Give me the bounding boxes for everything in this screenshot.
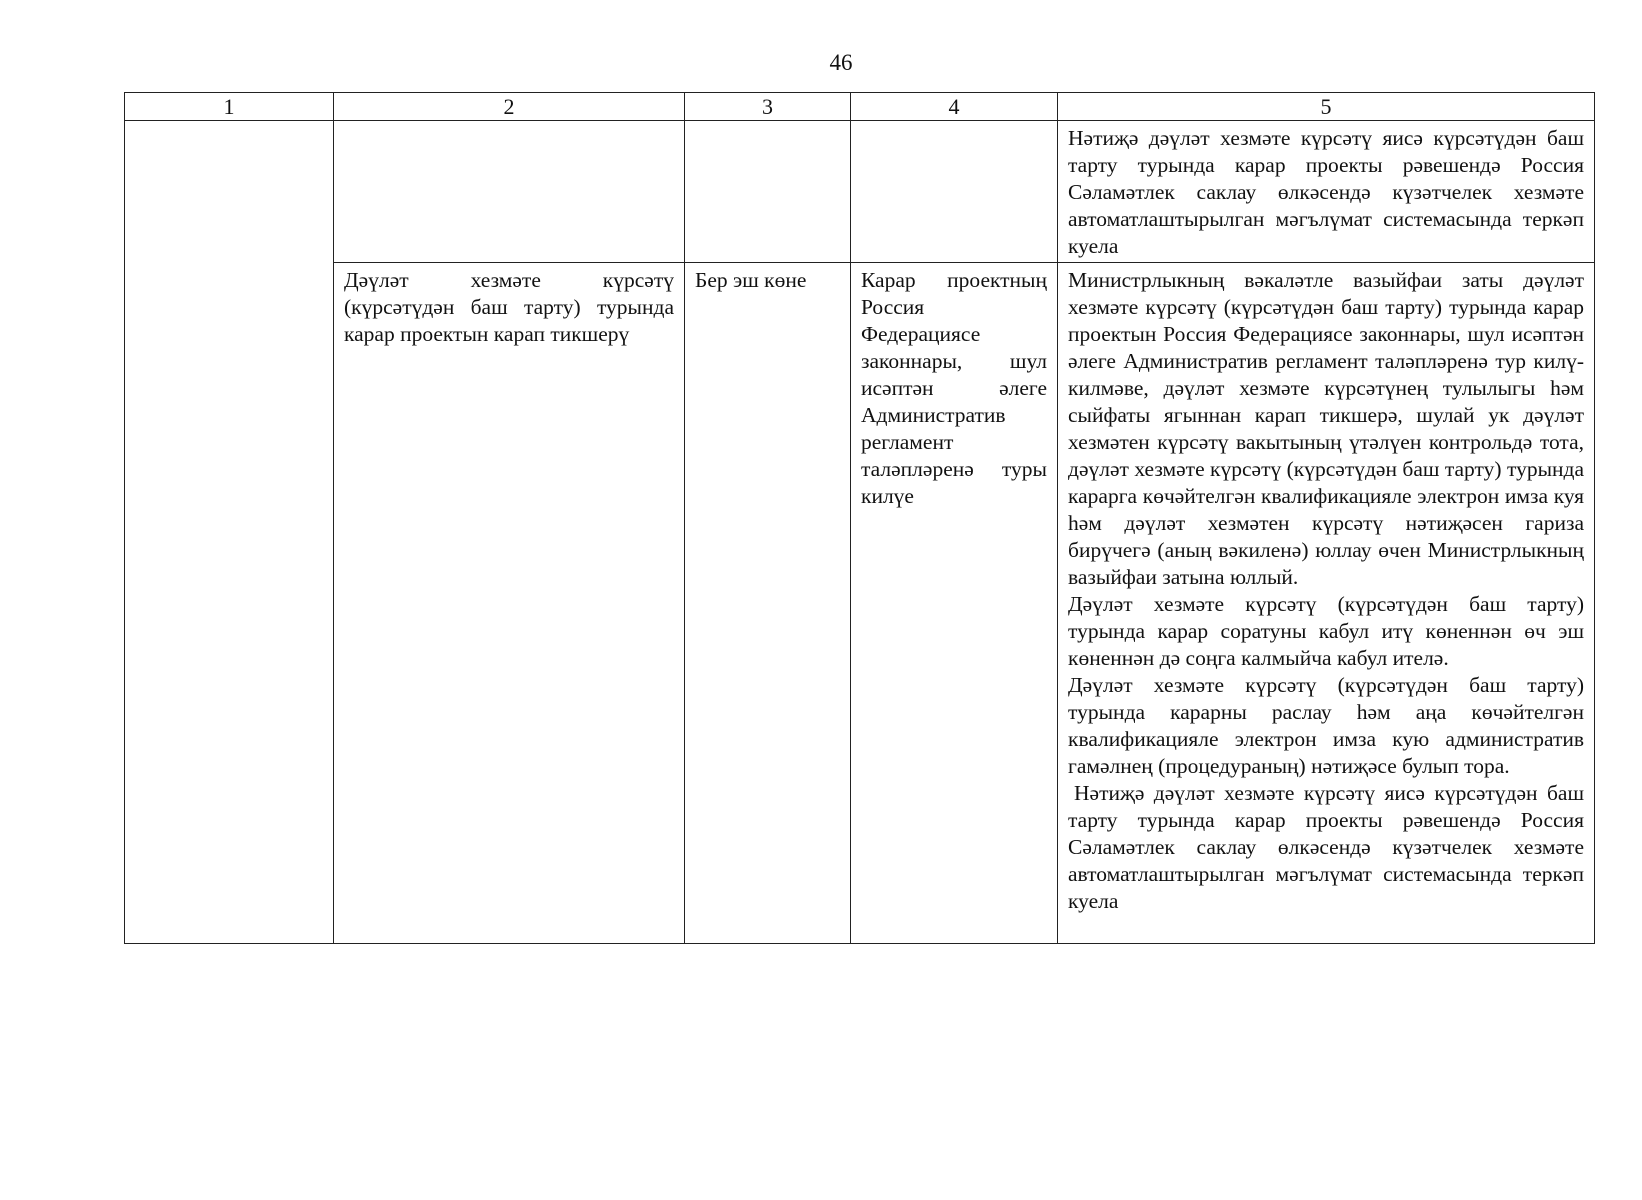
- result-text: Нәтиҗә дәүләт хезмәте күрсәтү яисә күрсәтүдән баш тарту турында карар проекты рәвешендә Россия Сәламәтлек саклау өлкәсендә күзәтчелек хезмәте автоматлаштырылган мәгълүмат системасында теркәп куела: [1068, 126, 1584, 258]
- table-row: [125, 263, 1595, 944]
- column-header-1: 1: [125, 93, 334, 121]
- criteria-text: Карар проектның Россия Федерациясе законнары, шул исәптән әлеге Административ регламент таләпләренә туры килүе: [861, 268, 1047, 508]
- empty-cell-col1: [125, 121, 334, 944]
- procedure-name-text: Дәүләт хезмәте күрсәтү (күрсәтүдән баш тарту) турында карар проектын карап тикшерү: [344, 268, 674, 346]
- procedure-name-cell: [334, 263, 685, 944]
- empty-cell-col3: [685, 121, 851, 263]
- empty-cell-col4: [851, 121, 1058, 263]
- table-row: [125, 121, 1595, 263]
- duration-cell: [685, 263, 851, 944]
- page-number: 46: [829, 50, 853, 75]
- column-header-5: 5: [1058, 93, 1595, 121]
- empty-cell-col2: [334, 121, 685, 263]
- description-paragraph: Министрлыкның вәкаләтле вазыйфаи заты дәүләт хезмәте күрсәтү (күрсәтүдән баш тарту) турында карар проектын Россия Федерациясе законнары, шул исәптән әлеге Административ регламент таләпләренә тур килү-килмәве, дәүләт хезмәте күрсәтүнең тулылыгы һәм сыйфаты ягыннан карап тикшерә, шулай ук дәүләт хезмәтен күрсәтү вакытының үтәлүен контрольдә тота, дәүләт хезмәте күрсәтү (күрсәтүдән баш тарту) турында карарга көчәйтелгән квалификацияле электрон имза куя һәм дәүләт хезмәтен күрсәтү нәтиҗәсен гариза бирүчегә (аның вәкиленә) юллау өчен Министрлыкның вазыйфаи затына юллый.: [1068, 268, 1584, 589]
- table-header-row: [125, 93, 1595, 121]
- description-paragraph: Дәүләт хезмәте күрсәтү (күрсәтүдән баш тарту) турында карарны раслау һәм аңа көчәйтелгән квалификацияле электрон имза кую административ гамәлнең (процедураның) нәтиҗәсе булып тора.: [1068, 673, 1584, 778]
- procedure-table: [124, 92, 1595, 944]
- description-paragraph: Нәтиҗә дәүләт хезмәте күрсәтү яисә күрсәтүдән баш тарту турында карар проекты рәвешендә Россия Сәламәтлек саклау өлкәсендә күзәтчелек хезмәте автоматлаштырылган мәгълүмат системасында теркәп куела: [1068, 781, 1584, 913]
- result-cell: [1058, 121, 1595, 263]
- description-cell: [1058, 263, 1595, 944]
- column-header-4: 4: [851, 93, 1058, 121]
- criteria-cell: [851, 263, 1058, 944]
- duration-text: Бер эш көне: [695, 268, 807, 292]
- column-header-2: 2: [334, 93, 685, 121]
- column-header-3: 3: [685, 93, 851, 121]
- description-paragraph: Дәүләт хезмәте күрсәтү (күрсәтүдән баш тарту) турында карар соратуны кабул итү көненнән өч эш көненнән дә соңга калмыйча кабул ителә.: [1068, 592, 1584, 670]
